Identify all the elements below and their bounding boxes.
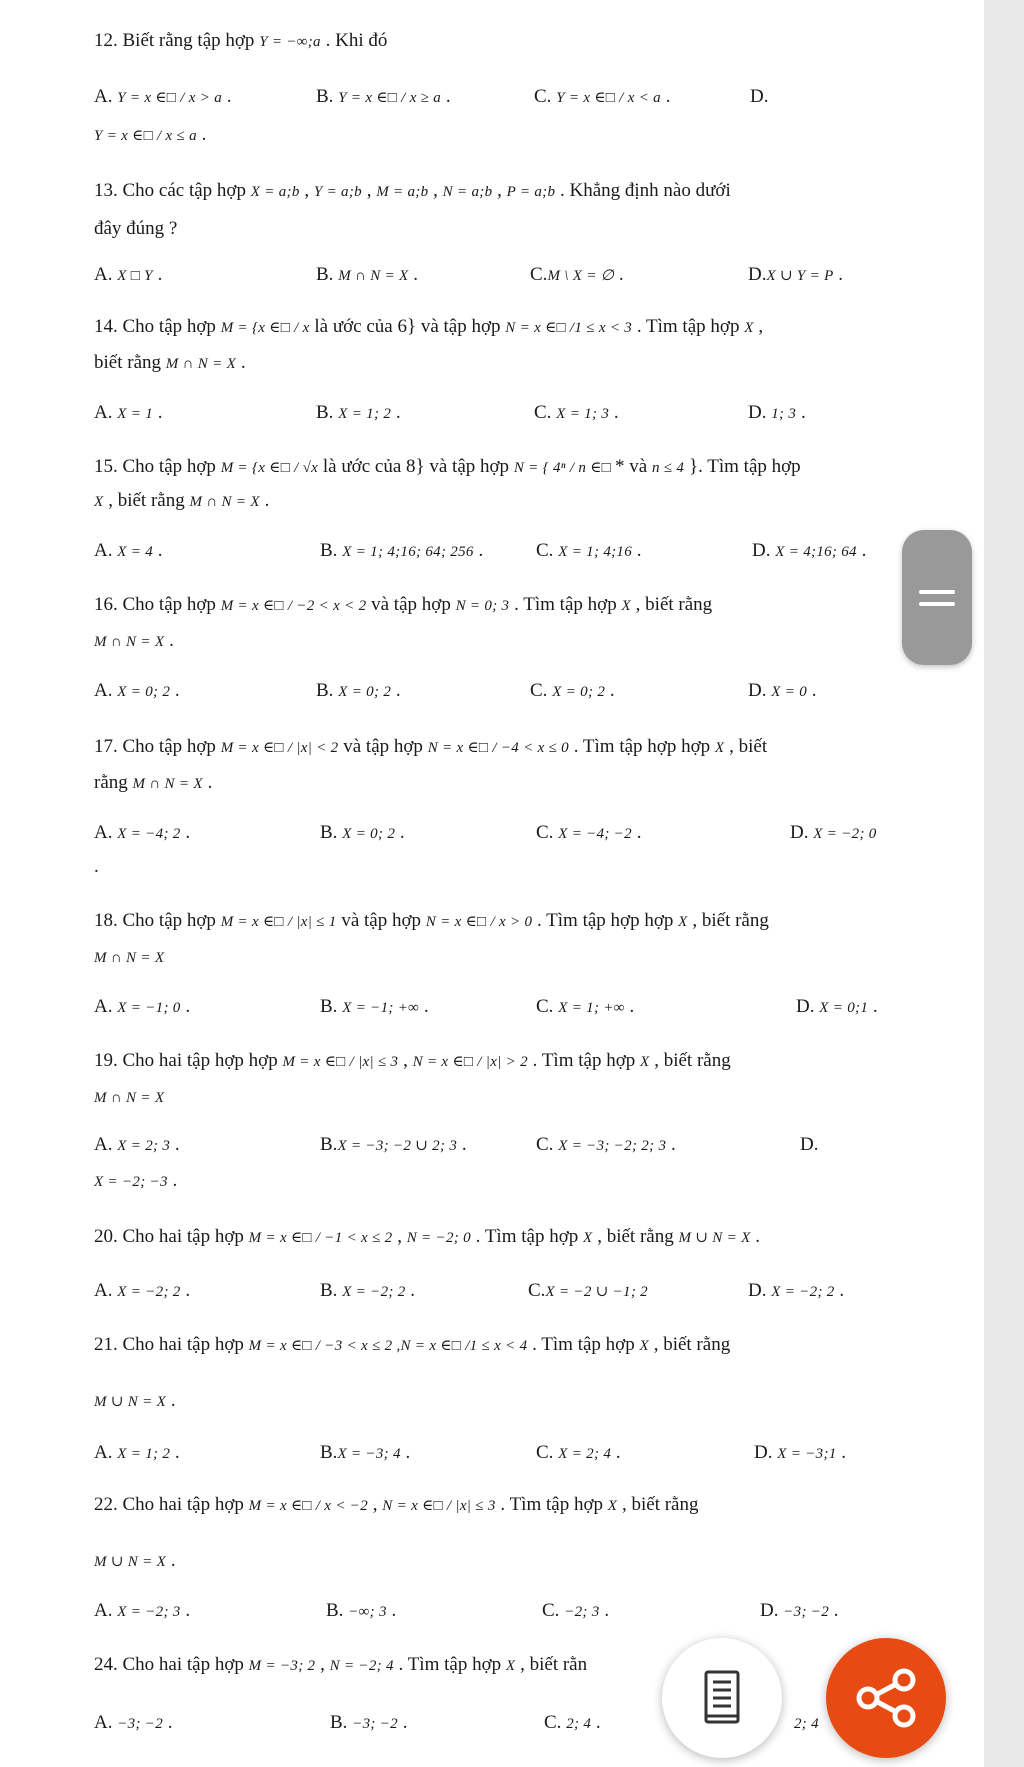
q12-option-d: D. (750, 86, 769, 107)
question-17-line-2: rằng M ∩ N = X . (94, 772, 213, 793)
question-19-line-2: M ∩ N = X (94, 1090, 165, 1106)
reader-mode-icon (662, 1638, 782, 1758)
q17-option-b: B. X = 0; 2 . (320, 822, 405, 843)
q18-option-a: A. X = −1; 0 . (94, 996, 191, 1017)
q24-option-c: C. 2; 4 . (544, 1712, 601, 1733)
question-15-options-row-1 (0, 540, 984, 570)
question-12-line-1: 12. Biết rằng tập hợp Y = −∞;a . Khi đó (94, 30, 388, 51)
q14-option-c: C. X = 1; 3 . (534, 402, 619, 423)
q16-option-b: B. X = 0; 2 . (316, 680, 401, 701)
q17-option-a: A. X = −4; 2 . (94, 822, 191, 843)
q14-option-d: D. 1; 3 . (748, 402, 806, 423)
question-21-line-2: M ∪ N = X . (94, 1390, 176, 1411)
question-20-options-row-1 (0, 1280, 984, 1310)
q17-option-c: C. X = −4; −2 . (536, 822, 642, 843)
q20-option-c: C.X = −2 ∪ −1; 2 (528, 1280, 648, 1301)
q18-option-b: B. X = −1; +∞ . (320, 996, 429, 1017)
q19-option-a: A. X = 2; 3 . (94, 1134, 180, 1155)
q17-option-d: D. X = −2; 0 (790, 822, 877, 843)
question-12-options-row-1 (0, 86, 984, 116)
question-12-options-row-2 (0, 124, 984, 154)
question-16-line-2: M ∩ N = X . (94, 630, 174, 651)
question-14-line-2: biết rằng M ∩ N = X . (94, 352, 246, 373)
q15-option-a: A. X = 4 . (94, 540, 163, 561)
question-19-line-1: 19. Cho hai tập hợp hợp M = x ∈□ / |x| ≤ 3 , N = x ∈□ / |x| > 2 . Tìm tập hợp X , biết rằng (94, 1050, 731, 1071)
q13-option-a: A. X □ Y . (94, 264, 163, 285)
q13-option-c: C.M \ X = ∅ . (530, 264, 624, 285)
share-icon (826, 1638, 946, 1758)
question-16-options-row-1 (0, 680, 984, 710)
q12-option-b: B. Y = x ∈□ / x ≥ a . (316, 86, 451, 107)
question-22-line-2: M ∪ N = X . (94, 1550, 176, 1571)
question-19-options-row-1 (0, 1134, 984, 1164)
question-18-line-1: 18. Cho tập hợp M = x ∈□ / |x| ≤ 1 và tập hợp N = x ∈□ / x > 0 . Tìm tập hợp hợp X , biết rằng (94, 910, 769, 931)
q19-option-c: C. X = −3; −2; 2; 3 . (536, 1134, 676, 1155)
q20-option-d: D. X = −2; 2 . (748, 1280, 845, 1301)
question-18-line-2: M ∩ N = X (94, 950, 165, 966)
question-21-line-1: 21. Cho hai tập hợp M = x ∈□ / −3 < x ≤ 2 ,N = x ∈□ /1 ≤ x < 4 . Tìm tập hợp X , biết rằng (94, 1334, 731, 1355)
q22-option-a: A. X = −2; 3 . (94, 1600, 191, 1621)
q21-option-b: B.X = −3; 4 . (320, 1442, 411, 1463)
scroll-handle[interactable] (902, 530, 972, 665)
q24-option-d: 2; 4 (794, 1716, 819, 1732)
q16-option-c: C. X = 0; 2 . (530, 680, 615, 701)
q19-option-d-cont: X = −2; −3 . (94, 1170, 178, 1191)
q14-option-a: A. X = 1 . (94, 402, 163, 423)
q13-option-d: D.X ∪ Y = P . (748, 264, 844, 285)
question-14-options-row-1 (0, 402, 984, 432)
q18-option-d: D. X = 0;1 . (796, 996, 878, 1017)
question-24-line-1: 24. Cho hai tập hợp M = −3; 2 , N = −2; 4 . Tìm tập hợp X , biết rằn (94, 1654, 588, 1675)
question-22-line-1: 22. Cho hai tập hợp M = x ∈□ / x < −2 , N = x ∈□ / |x| ≤ 3 . Tìm tập hợp X , biết rằng (94, 1494, 699, 1515)
question-15-line-1: 15. Cho tập hợp M = {x ∈□ / √x là ước của 8} và tập hợp N = { 4ⁿ / n ∈□ * và n ≤ 4 }. Tìm tập hợp (94, 456, 801, 477)
q21-option-c: C. X = 2; 4 . (536, 1442, 621, 1463)
q16-option-a: A. X = 0; 2 . (94, 680, 180, 701)
q21-option-a: A. X = 1; 2 . (94, 1442, 180, 1463)
q20-option-b: B. X = −2; 2 . (320, 1280, 416, 1301)
q14-option-b: B. X = 1; 2 . (316, 402, 401, 423)
q24-option-a: A. −3; −2 . (94, 1712, 173, 1733)
question-14-line-1: 14. Cho tập hợp M = {x ∈□ / x là ước của 6} và tập hợp N = x ∈□ /1 ≤ x < 3 . Tìm tập hợp X , (94, 316, 764, 337)
q17-option-d-cont: . (94, 856, 99, 877)
q19-option-b: B.X = −3; −2 ∪ 2; 3 . (320, 1134, 467, 1155)
reader-mode-button[interactable] (662, 1638, 782, 1758)
q13-option-b: B. M ∩ N = X . (316, 264, 419, 285)
question-18-options-row-1 (0, 996, 984, 1026)
question-17-line-1: 17. Cho tập hợp M = x ∈□ / |x| < 2 và tập hợp N = x ∈□ / −4 < x ≤ 0 . Tìm tập hợp hợp X , biết (94, 736, 768, 757)
q22-option-c: C. −2; 3 . (542, 1600, 610, 1621)
q22-option-b: B. −∞; 3 . (326, 1600, 397, 1621)
q20-option-a: A. X = −2; 2 . (94, 1280, 191, 1301)
q15-option-c: C. X = 1; 4;16 . (536, 540, 642, 561)
q18-option-c: C. X = 1; +∞ . (536, 996, 635, 1017)
q22-option-d: D. −3; −2 . (760, 1600, 839, 1621)
question-17-options-row-2 (0, 856, 984, 886)
q12-option-d-cont: Y = x ∈□ / x ≤ a . (94, 124, 207, 145)
question-22-options-row-1 (0, 1600, 984, 1630)
question-13-options-row-1 (0, 264, 984, 294)
question-13-line-2: đây đúng ? (94, 218, 178, 239)
q21-option-d: D. X = −3;1 . (754, 1442, 847, 1463)
q24-option-b: B. −3; −2 . (330, 1712, 408, 1733)
page-edge (984, 0, 1024, 1767)
q12-option-c: C. Y = x ∈□ / x < a . (534, 86, 671, 107)
question-17-options-row-1 (0, 822, 984, 852)
q16-option-d: D. X = 0 . (748, 680, 817, 701)
question-13-line-1: 13. Cho các tập hợp X = a;b , Y = a;b , M = a;b , N = a;b , P = a;b . Khẳng định nào dưới (94, 180, 731, 201)
question-16-line-1: 16. Cho tập hợp M = x ∈□ / −2 < x < 2 và tập hợp N = 0; 3 . Tìm tập hợp X , biết rằng (94, 594, 713, 615)
question-19-options-row-2 (0, 1170, 984, 1200)
question-20-line-1: 20. Cho hai tập hợp M = x ∈□ / −1 < x ≤ 2 , N = −2; 0 . Tìm tập hợp X , biết rằng M ∪ N = X . (94, 1226, 761, 1247)
q12-option-a: A. Y = x ∈□ / x > a . (94, 86, 232, 107)
question-15-line-2: X , biết rằng M ∩ N = X . (94, 490, 270, 511)
q15-option-b: B. X = 1; 4;16; 64; 256 . (320, 540, 484, 561)
question-21-options-row-1 (0, 1442, 984, 1472)
share-button[interactable] (826, 1638, 946, 1758)
q19-option-d: D. (800, 1134, 819, 1155)
q15-option-d: D. X = 4;16; 64 . (752, 540, 867, 561)
